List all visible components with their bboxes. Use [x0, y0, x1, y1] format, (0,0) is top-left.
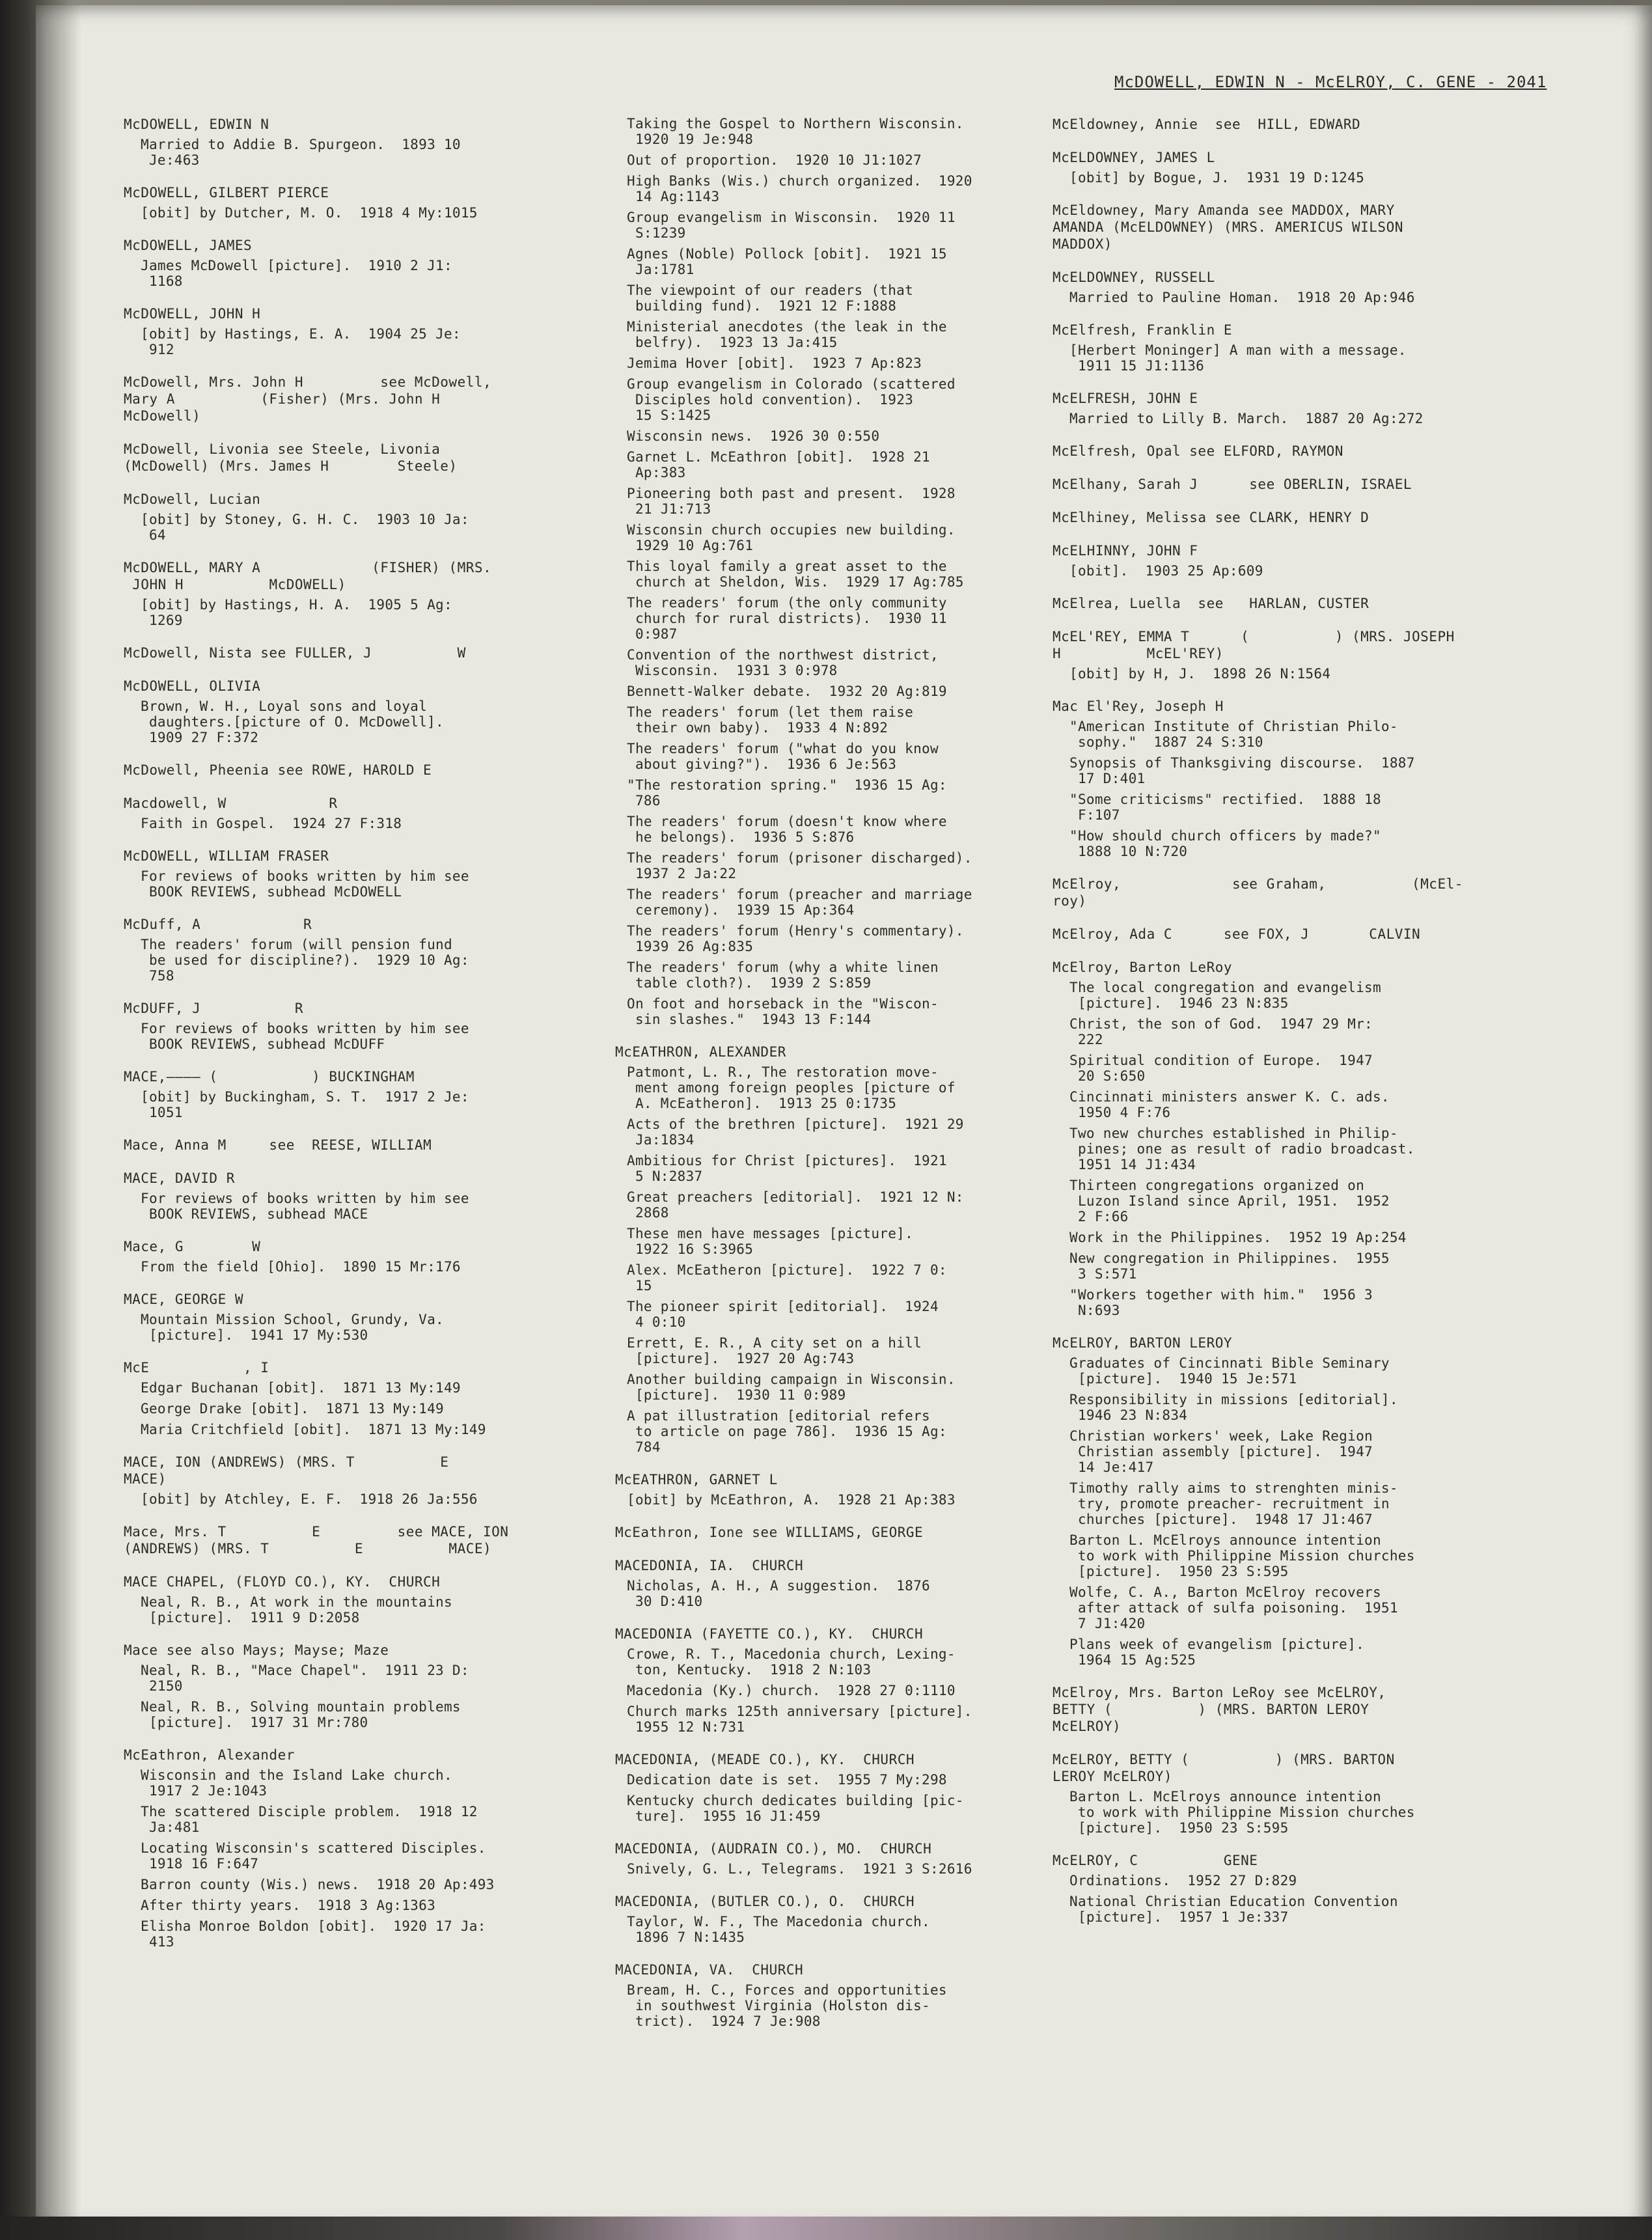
index-entry — [1053, 542, 1534, 579]
entry-citation: National Christian Education Convention [picture]. 1957 1 Je:337 — [1069, 1894, 1398, 1925]
entry-citation: Maria Critchfield [obit]. 1871 13 My:149 — [141, 1422, 486, 1437]
entry-citation: Wisconsin church occupies new building. 1929 10 Ag:761 — [627, 522, 956, 553]
entry-citation: Ordinations. 1952 27 D:829 — [1069, 1873, 1297, 1888]
index-entry — [124, 1068, 579, 1120]
entry-citation: The local congregation and evangelism [picture]. 1946 23 N:835 — [1069, 980, 1381, 1011]
entry-citation: Bream, H. C., Forces and opportunities in southwest Virginia (Holston dis- trict). 1924 7 Je:908 — [627, 1982, 947, 2029]
index-entry — [615, 1961, 1064, 2029]
entry-citation: Errett, E. R., A city set on a hill [picture]. 1927 20 Ag:743 — [627, 1335, 922, 1366]
index-entry — [124, 644, 579, 661]
entry-citation: The readers' forum (will pension fund be used for discipline?). 1929 10 Ag: 758 — [141, 937, 469, 984]
entry-citation: Elisha Monroe Boldon [obit]. 1920 17 Ja: 413 — [141, 1918, 486, 1950]
index-entry — [124, 1000, 579, 1052]
index-column-1 — [124, 116, 579, 1966]
entry-heading: McEldowney, Mary Amanda see MADDOX, MARY AMANDA (McELDOWNEY) (MRS. AMERICUS WILSON MADDOX) — [1053, 202, 1403, 252]
entry-citation: Married to Lilly B. March. 1887 20 Ag:272 — [1069, 411, 1424, 426]
index-entry — [1053, 443, 1534, 460]
entry-heading: MACEDONIA, (BUTLER CO.), O. CHURCH — [615, 1894, 915, 1909]
entry-citation: Kentucky church dedicates building [pic- ture]. 1955 16 J1:459 — [627, 1793, 964, 1824]
index-entry — [124, 1359, 579, 1437]
index-entry — [1053, 149, 1534, 186]
entry-heading: Mace see also Mays; Mayse; Maze — [124, 1642, 389, 1658]
entry-citation: Patmont, L. R., The restoration move- ment among foreign peoples [picture of A. McEatheron]. 1913 25 0:1735 — [627, 1064, 956, 1111]
entry-citation: [obit] by Dutcher, M. O. 1918 4 My:1015 — [141, 205, 478, 221]
entry-heading: McEATHRON, ALEXANDER — [615, 1044, 786, 1060]
index-entry — [615, 1840, 1064, 1877]
entry-citation: After thirty years. 1918 3 Ag:1363 — [141, 1898, 436, 1913]
index-entry — [615, 1751, 1064, 1824]
entry-heading: Mace, Mrs. T E see MACE, ION (ANDREWS) (MRS. T E MACE) — [124, 1524, 509, 1556]
entry-citation: Taking the Gospel to Northern Wisconsin. 1920 19 Je:948 — [627, 116, 964, 147]
entry-citation: The readers' forum (let them raise their own baby). 1933 4 N:892 — [627, 704, 914, 736]
index-entry — [1053, 1684, 1534, 1735]
entry-heading: McElfresh, Franklin E — [1053, 322, 1233, 338]
entry-citation: Work in the Philippines. 1952 19 Ap:254 — [1069, 1230, 1407, 1245]
entry-citation: New congregation in Philippines. 1955 3 S:571 — [1069, 1251, 1390, 1282]
entry-heading: MACE,———— ( ) BUCKINGHAM — [124, 1069, 415, 1085]
entry-heading: McEathron, Ione see WILLIAMS, GEORGE — [615, 1525, 924, 1540]
entry-heading: MACEDONIA, VA. CHURCH — [615, 1962, 804, 1978]
index-entry — [615, 1471, 1064, 1508]
entry-citation: The scattered Disciple problem. 1918 12 Ja:481 — [141, 1804, 478, 1835]
index-column-2 — [615, 116, 1064, 2045]
entry-citation: Ministerial anecdotes (the leak in the belfry). 1923 13 Ja:415 — [627, 319, 947, 350]
index-entry — [124, 1573, 579, 1625]
entry-citation: [obit] by McEathron, A. 1928 21 Ap:383 — [627, 1492, 956, 1508]
index-entry — [124, 1170, 579, 1222]
entry-citation: Group evangelism in Colorado (scattered Disciples hold convention). 1923 15 S:1425 — [627, 376, 956, 423]
entry-heading: McDUFF, J R — [124, 1001, 304, 1016]
entry-citation: Great preachers [editorial]. 1921 12 N: 2868 — [627, 1189, 964, 1221]
entry-citation: [obit] by Hastings, E. A. 1904 25 Je: 912 — [141, 326, 461, 357]
entry-citation: [obit] by Buckingham, S. T. 1917 2 Je: 1051 — [141, 1089, 469, 1120]
index-entry — [124, 237, 579, 289]
index-entry — [124, 305, 579, 357]
entry-heading: McDOWELL, WILLIAM FRASER — [124, 848, 329, 864]
entry-citation: Responsibility in missions [editorial]. 1946 23 N:834 — [1069, 1392, 1398, 1423]
entry-citation: This loyal family a great asset to the church at Sheldon, Wis. 1929 17 Ag:785 — [627, 559, 964, 590]
index-entry — [1053, 595, 1534, 612]
entry-citation: Neal, R. B., Solving mountain problems [picture]. 1917 31 Mr:780 — [141, 1699, 461, 1730]
entry-heading: McDowell, Nista see FULLER, J W — [124, 645, 466, 661]
page-gutter-shadow — [36, 5, 81, 2232]
index-entry — [124, 678, 579, 745]
index-entry — [615, 1557, 1064, 1609]
entry-heading: McE , I — [124, 1360, 269, 1376]
entry-citation: Timothy rally aims to strenghten minis- try, promote preacher- recruitment in churches [picture]. 1948 17 J1:467 — [1069, 1480, 1398, 1527]
index-entry — [124, 184, 579, 221]
index-entry — [124, 795, 579, 831]
index-entry — [124, 1291, 579, 1343]
entry-citation: Acts of the brethren [picture]. 1921 29 Ja:1834 — [627, 1116, 964, 1148]
entry-citation: The readers' forum (preacher and marriage ceremony). 1939 15 Ap:364 — [627, 887, 972, 918]
index-entry — [1053, 959, 1534, 1318]
entry-heading: McDOWELL, JAMES — [124, 238, 253, 253]
entry-citation: Barton L. McElroys announce intention to work with Philippine Mission churches [picture]. 1950 23 S:595 — [1069, 1532, 1415, 1579]
entry-citation: [obit] by Atchley, E. F. 1918 26 Ja:556 — [141, 1491, 478, 1507]
index-entry — [124, 1137, 579, 1154]
entry-citation: Church marks 125th anniversary [picture]. 1955 12 N:731 — [627, 1704, 972, 1735]
entry-citation: A pat illustration [editorial refers to article on page 786]. 1936 15 Ag: 784 — [627, 1408, 947, 1455]
entry-citation: Cincinnati ministers answer K. C. ads. 1950 4 F:76 — [1069, 1089, 1390, 1120]
index-entry — [615, 1044, 1064, 1455]
entry-citation: On foot and horseback in the "Wiscon- sin slashes." 1943 13 F:144 — [627, 996, 939, 1027]
entry-heading: McELROY, C GENE — [1053, 1853, 1258, 1868]
entry-citation: Christ, the son of God. 1947 29 Mr: 222 — [1069, 1016, 1373, 1047]
entry-heading: Macdowell, W R — [124, 795, 338, 811]
entry-heading: MACEDONIA (FAYETTE CO.), KY. CHURCH — [615, 1626, 924, 1642]
index-entry — [1053, 628, 1534, 682]
entry-citation: Brown, W. H., Loyal sons and loyal daughters.[picture of O. McDowell]. 1909 27 F:372 — [141, 698, 444, 745]
entry-citation: Barton L. McElroys announce intention to work with Philippine Mission churches [picture]. 1950 23 S:595 — [1069, 1789, 1415, 1836]
index-entry — [124, 916, 579, 984]
index-entry — [1053, 1334, 1534, 1668]
entry-citation: For reviews of books written by him see BOOK REVIEWS, subhead McDOWELL — [141, 868, 469, 900]
entry-citation: George Drake [obit]. 1871 13 My:149 — [141, 1401, 444, 1417]
entry-citation: Married to Addie B. Spurgeon. 1893 10 Je:463 — [141, 137, 461, 168]
entry-citation: Wolfe, C. A., Barton McElroy recovers after attack of sulfa poisoning. 1951 7 J1:420 — [1069, 1584, 1398, 1631]
entry-citation: Convention of the northwest district, Wisconsin. 1931 3 0:978 — [627, 647, 939, 678]
entry-citation: [obit] by Bogue, J. 1931 19 D:1245 — [1069, 170, 1365, 186]
entry-citation: Synopsis of Thanksgiving discourse. 1887 17 D:401 — [1069, 755, 1415, 786]
entry-heading: McDowell, Pheenia see ROWE, HAROLD E — [124, 762, 432, 778]
entry-citation: [obit] by Hastings, H. A. 1905 5 Ag: 1269 — [141, 597, 452, 628]
index-entry — [124, 1523, 579, 1557]
scan-bottom-strip — [0, 2217, 1652, 2240]
entry-citation: The readers' forum (the only community church for rural districts). 1930 11 0:987 — [627, 595, 947, 642]
entry-citation: Plans week of evangelism [picture]. 1964 15 Ag:525 — [1069, 1637, 1365, 1668]
entry-citation: Ambitious for Christ [pictures]. 1921 5 N:2837 — [627, 1153, 947, 1184]
entry-heading: McElroy, Ada C see FOX, J CALVIN — [1053, 926, 1421, 942]
entry-heading: McElrea, Luella see HARLAN, CUSTER — [1053, 596, 1370, 611]
entry-heading: McDowell, Livonia see Steele, Livonia (McDowell) (Mrs. James H Steele) — [124, 441, 458, 474]
entry-citation: The readers' forum (prisoner discharged). 1937 2 Ja:22 — [627, 850, 972, 881]
entry-citation: Garnet L. McEathron [obit]. 1928 21 Ap:383 — [627, 449, 930, 480]
entry-heading: MACE, DAVID R — [124, 1170, 235, 1186]
entry-citation: "How should church officers by made?" 1888 10 N:720 — [1069, 828, 1381, 859]
entry-citation: The viewpoint of our readers (that building fund). 1921 12 F:1888 — [627, 283, 914, 314]
entry-heading: McDOWELL, OLIVIA — [124, 678, 261, 694]
entry-citation: Neal, R. B., At work in the mountains [picture]. 1911 9 D:2058 — [141, 1594, 452, 1625]
entry-heading: McElhany, Sarah J see OBERLIN, ISRAEL — [1053, 477, 1412, 492]
index-entry — [124, 1747, 579, 1950]
entry-heading: McDowell, Mrs. John H see McDowell, Mary A (Fisher) (Mrs. John H McDowell) — [124, 374, 492, 424]
entry-heading: McElroy, see Graham, (McEl- roy) — [1053, 876, 1463, 909]
index-entry — [1053, 926, 1534, 943]
entry-heading: McDOWELL, MARY A (FISHER) (MRS. JOHN H McDOWELL) — [124, 560, 492, 592]
entry-citation: Wisconsin and the Island Lake church. 1917 2 Je:1043 — [141, 1767, 452, 1799]
entry-heading: McEathron, Alexander — [124, 1747, 295, 1763]
index-entry — [1053, 390, 1534, 426]
entry-citation: Agnes (Noble) Pollock [obit]. 1921 15 Ja:1781 — [627, 246, 947, 277]
entry-heading: McElhiney, Melissa see CLARK, HENRY D — [1053, 510, 1370, 525]
entry-heading: McELFRESH, JOHN E — [1053, 391, 1198, 406]
index-entry — [1053, 876, 1534, 909]
index-entry — [615, 116, 1064, 1027]
entry-citation: Barron county (Wis.) news. 1918 20 Ap:493 — [141, 1877, 495, 1892]
entry-citation: "Some criticisms" rectified. 1888 18 F:107 — [1069, 792, 1381, 823]
index-entry — [1053, 509, 1534, 526]
entry-citation: For reviews of books written by him see BOOK REVIEWS, subhead MACE — [141, 1191, 469, 1222]
entry-heading: MACE CHAPEL, (FLOYD CO.), KY. CHURCH — [124, 1574, 441, 1590]
entry-citation: Wisconsin news. 1926 30 0:550 — [627, 428, 880, 444]
index-entry — [124, 762, 579, 779]
entry-heading: McELHINNY, JOHN F — [1053, 543, 1198, 559]
entry-citation: [Herbert Moninger] A man with a message. 1911 15 J1:1136 — [1069, 342, 1407, 374]
index-entry — [615, 1625, 1064, 1735]
index-entry — [1053, 1852, 1534, 1925]
entry-heading: Mace, G W — [124, 1239, 261, 1254]
index-entry — [1053, 116, 1534, 133]
entry-heading: McEATHRON, GARNET L — [615, 1472, 778, 1487]
entry-citation: Jemima Hover [obit]. 1923 7 Ap:823 — [627, 355, 922, 371]
entry-heading: McElfresh, Opal see ELFORD, RAYMON — [1053, 443, 1343, 459]
index-entry — [124, 848, 579, 900]
entry-citation: Faith in Gospel. 1924 27 F:318 — [141, 816, 402, 831]
index-entry — [1053, 269, 1534, 305]
entry-citation: James McDowell [picture]. 1910 2 J1: 1168 — [141, 258, 452, 289]
entry-heading: MACEDONIA, IA. CHURCH — [615, 1558, 804, 1573]
entry-heading: McDOWELL, GILBERT PIERCE — [124, 185, 329, 200]
entry-heading: McElroy, Mrs. Barton LeRoy see McELROY, BETTY ( ) (MRS. BARTON LEROY McELROY) — [1053, 1685, 1386, 1734]
index-entry — [1053, 476, 1534, 493]
entry-citation: "The restoration spring." 1936 15 Ag: 786 — [627, 777, 947, 809]
index-entry — [1053, 202, 1534, 253]
entry-citation: Pioneering both past and present. 1928 21 J1:713 — [627, 486, 956, 517]
entry-citation: Group evangelism in Wisconsin. 1920 11 S:1239 — [627, 210, 956, 241]
index-entry — [1053, 1751, 1534, 1836]
entry-citation: Neal, R. B., "Mace Chapel". 1911 23 D: 2150 — [141, 1663, 469, 1694]
entry-heading: MACE, ION (ANDREWS) (MRS. T E MACE) — [124, 1454, 449, 1487]
entry-citation: The readers' forum (doesn't know where he belongs). 1936 5 S:876 — [627, 814, 947, 845]
entry-citation: Thirteen congregations organized on Luzon Island since April, 1951. 1952 2 F:66 — [1069, 1178, 1390, 1224]
index-entry — [615, 1524, 1064, 1541]
entry-heading: McDuff, A R — [124, 917, 312, 932]
running-head: McDOWELL, EDWIN N - McELROY, C. GENE - 2041 — [1114, 73, 1547, 91]
entry-citation: The readers' forum (why a white linen table cloth?). 1939 2 S:859 — [627, 960, 939, 991]
index-column-3 — [1053, 116, 1534, 1941]
entry-citation: Spiritual condition of Europe. 1947 20 S:650 — [1069, 1053, 1373, 1084]
index-entry — [1053, 322, 1534, 374]
index-entry — [124, 491, 579, 543]
entry-citation: Nicholas, A. H., A suggestion. 1876 30 D:410 — [627, 1578, 930, 1609]
entry-heading: Mace, Anna M see REESE, WILLIAM — [124, 1137, 432, 1153]
entry-heading: McELROY, BARTON LEROY — [1053, 1335, 1233, 1351]
entry-heading: McEL'REY, EMMA T ( ) (MRS. JOSEPH H McEL'REY) — [1053, 629, 1455, 661]
index-entry — [124, 1642, 579, 1730]
entry-heading: McELDOWNEY, JAMES L — [1053, 150, 1215, 165]
entry-citation: These men have messages [picture]. 1922 16 S:3965 — [627, 1226, 914, 1257]
entry-citation: "Workers together with him." 1956 3 N:693 — [1069, 1287, 1373, 1318]
index-entry — [124, 441, 579, 475]
entry-citation: [obit] by H, J. 1898 26 N:1564 — [1069, 666, 1331, 682]
index-entry — [615, 1893, 1064, 1945]
entry-citation: Out of proportion. 1920 10 J1:1027 — [627, 152, 922, 168]
entry-citation: Snively, G. L., Telegrams. 1921 3 S:2616 — [627, 1861, 972, 1877]
entry-heading: MACEDONIA, (MEADE CO.), KY. CHURCH — [615, 1752, 915, 1767]
entry-citation: Mountain Mission School, Grundy, Va. [picture]. 1941 17 My:530 — [141, 1312, 444, 1343]
entry-citation: From the field [Ohio]. 1890 15 Mr:176 — [141, 1259, 461, 1275]
entry-citation: Graduates of Cincinnati Bible Seminary [picture]. 1940 15 Je:571 — [1069, 1355, 1390, 1387]
entry-citation: [obit]. 1903 25 Ap:609 — [1069, 563, 1263, 579]
entry-citation: Bennett-Walker debate. 1932 20 Ag:819 — [627, 684, 947, 699]
entry-citation: The pioneer spirit [editorial]. 1924 4 0:10 — [627, 1299, 939, 1330]
entry-heading: McEldowney, Annie see HILL, EDWARD — [1053, 117, 1361, 132]
entry-heading: McElroy, Barton LeRoy — [1053, 960, 1233, 975]
entry-heading: McDOWELL, JOHN H — [124, 306, 261, 322]
entry-heading: McDowell, Lucian — [124, 491, 261, 507]
entry-heading: Mac El'Rey, Joseph H — [1053, 698, 1224, 714]
entry-citation: Crowe, R. T., Macedonia church, Lexing- ton, Kentucky. 1918 2 N:103 — [627, 1646, 956, 1678]
entry-citation: [obit] by Stoney, G. H. C. 1903 10 Ja: 64 — [141, 512, 469, 543]
entry-citation: The readers' forum ("what do you know about giving?"). 1936 6 Je:563 — [627, 741, 939, 772]
entry-citation: Another building campaign in Wisconsin. [picture]. 1930 11 0:989 — [627, 1372, 956, 1403]
entry-citation: Taylor, W. F., The Macedonia church. 1896 7 N:1435 — [627, 1914, 930, 1945]
entry-citation: "American Institute of Christian Philo- sophy." 1887 24 S:310 — [1069, 719, 1398, 750]
index-entry — [124, 1238, 579, 1275]
index-entry — [124, 559, 579, 628]
entry-citation: Married to Pauline Homan. 1918 20 Ap:946 — [1069, 290, 1415, 305]
entry-citation: For reviews of books written by him see BOOK REVIEWS, subhead McDUFF — [141, 1021, 469, 1052]
entry-citation: Christian workers' week, Lake Region Christian assembly [picture]. 1947 14 Je:417 — [1069, 1428, 1373, 1475]
entry-heading: MACEDONIA, (AUDRAIN CO.), MO. CHURCH — [615, 1841, 932, 1857]
entry-citation: Alex. McEatheron [picture]. 1922 7 0: 15 — [627, 1262, 947, 1293]
entry-citation: Macedonia (Ky.) church. 1928 27 0:1110 — [627, 1683, 956, 1698]
entry-citation: Dedication date is set. 1955 7 My:298 — [627, 1772, 947, 1788]
entry-citation: The readers' forum (Henry's commentary). 1939 26 Ag:835 — [627, 923, 964, 954]
index-entry — [124, 116, 579, 168]
entry-citation: High Banks (Wis.) church organized. 1920 14 Ag:1143 — [627, 173, 972, 204]
index-entry — [1053, 698, 1534, 859]
entry-heading: McELDOWNEY, RUSSELL — [1053, 270, 1215, 285]
index-entry — [124, 374, 579, 424]
entry-heading: McELROY, BETTY ( ) (MRS. BARTON LEROY McELROY) — [1053, 1752, 1395, 1784]
entry-heading: McDOWELL, EDWIN N — [124, 117, 269, 132]
entry-citation: Edgar Buchanan [obit]. 1871 13 My:149 — [141, 1380, 461, 1396]
entry-citation: Two new churches established in Philip- pines; one as result of radio broadcast. 1951 14 J1:434 — [1069, 1126, 1415, 1172]
index-entry — [124, 1454, 579, 1507]
entry-heading: MACE, GEORGE W — [124, 1292, 244, 1307]
entry-citation: Locating Wisconsin's scattered Disciples. 1918 16 F:647 — [141, 1840, 486, 1872]
